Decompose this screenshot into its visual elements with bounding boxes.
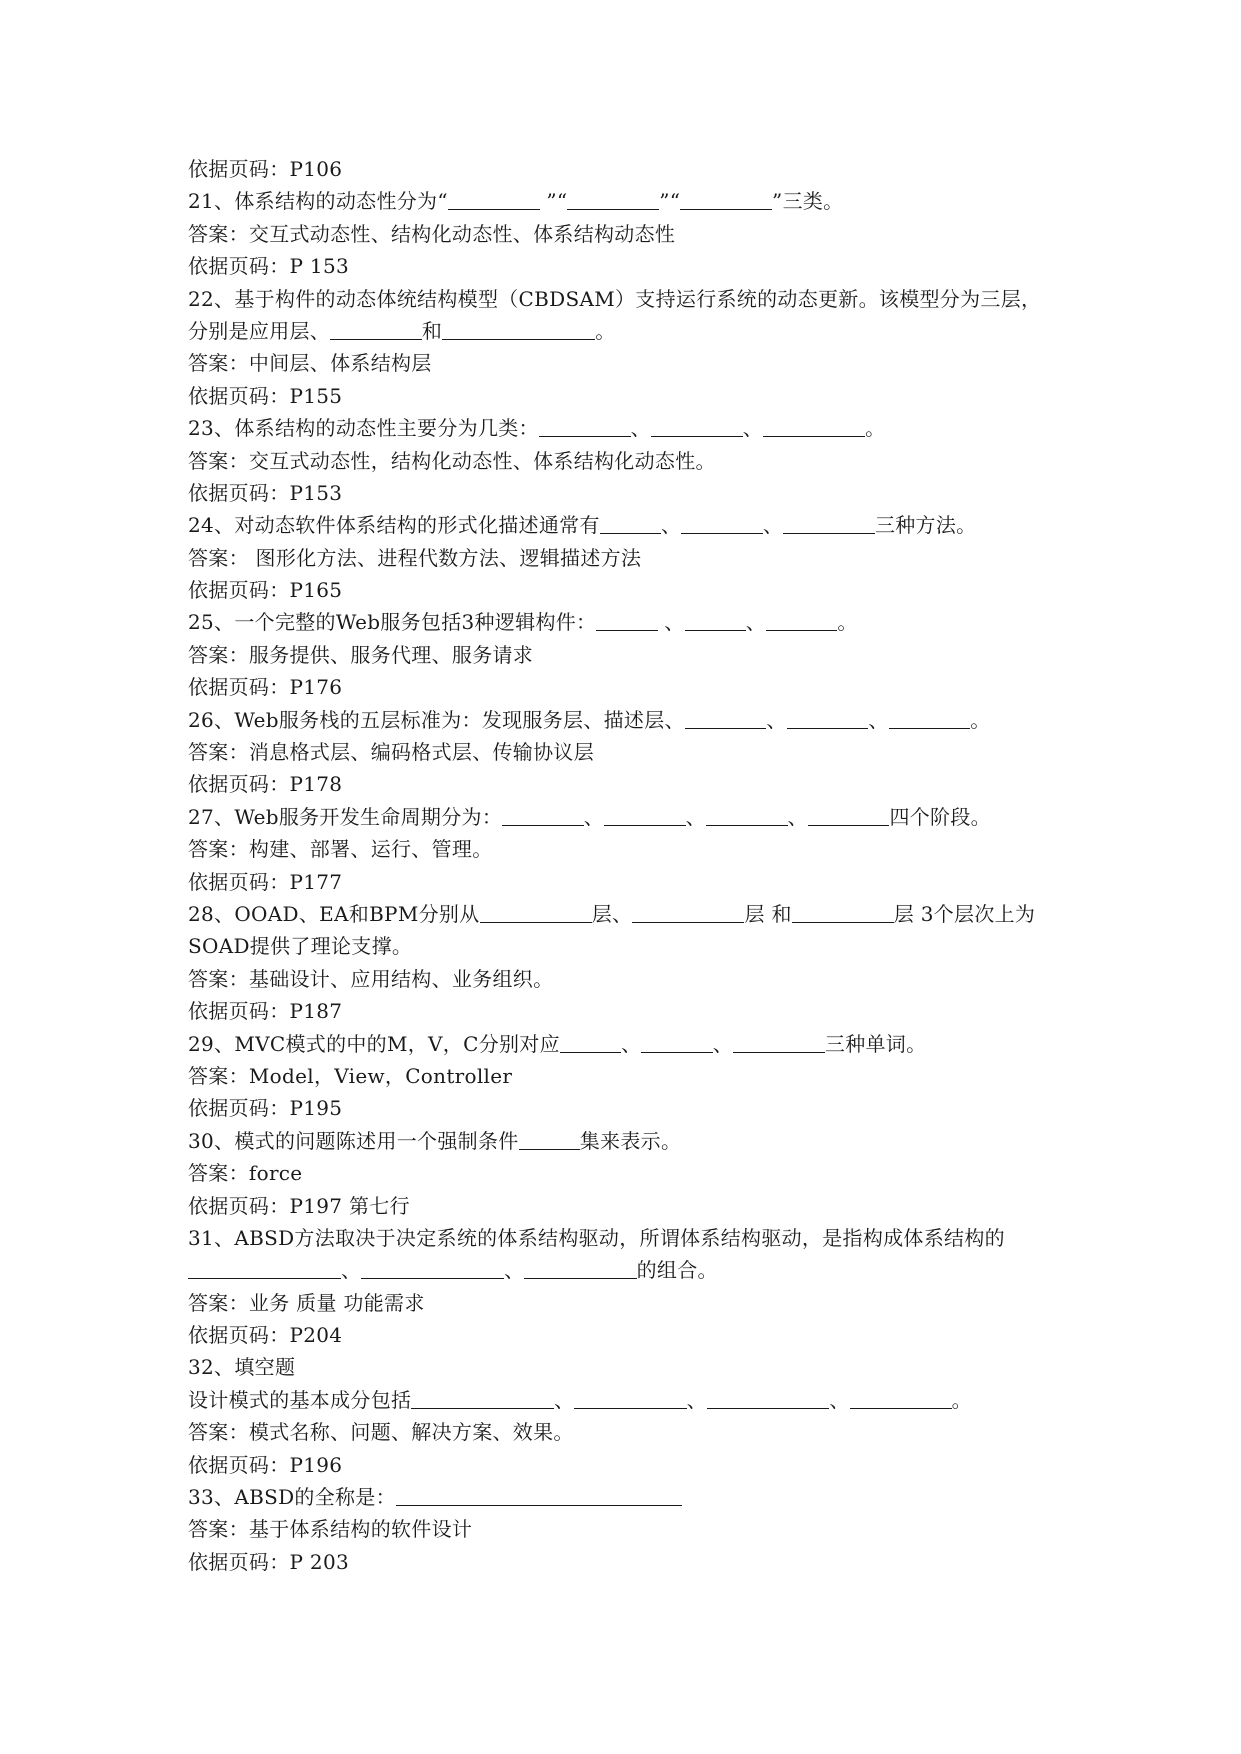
text-segment: 依据页码：P196	[188, 1452, 343, 1477]
fill-in-blank	[188, 1258, 341, 1279]
text-segment: 的组合。	[636, 1258, 718, 1283]
text-segment: 和	[421, 318, 443, 343]
text-segment: 。	[865, 416, 886, 441]
text-segment: 依据页码：P106	[188, 157, 343, 181]
text-segment: 31、ABSD方法取决于决定系统的体系结构驱动，所谓体系结构驱动，是指构成体系结构的	[188, 1225, 1005, 1250]
fill-in-blank	[567, 189, 659, 210]
text-segment: 依据页码：P155	[188, 383, 343, 408]
text-segment: 、	[829, 1387, 850, 1412]
fill-in-blank	[889, 708, 971, 729]
text-line	[188, 995, 1088, 1027]
text-segment: 层 3个层次上为	[893, 901, 1036, 926]
text-line	[188, 930, 1088, 962]
fill-in-blank	[733, 1032, 825, 1053]
fill-in-blank	[641, 1032, 712, 1053]
text-line	[188, 833, 1088, 865]
text-segment: 、	[762, 513, 784, 538]
fill-in-blank	[411, 1388, 554, 1409]
text-segment: 28、OOAD、EA和BPM分别从	[188, 901, 480, 926]
text-segment: 依据页码：P204	[188, 1323, 343, 1348]
document-body	[188, 153, 1088, 1578]
text-segment: 答案：交互式动态性，结构化动态性、体系结构化动态性。	[188, 448, 716, 473]
text-segment: 依据页码：P153	[188, 480, 343, 505]
text-segment: 、	[686, 1387, 707, 1412]
fill-in-blank	[539, 416, 631, 437]
text-segment: 答案：模式名称、问题、解决方案、效果。	[188, 1420, 574, 1445]
fill-in-blank	[792, 902, 894, 923]
text-segment: 。	[837, 610, 858, 635]
fill-in-blank	[787, 708, 869, 729]
text-line	[188, 1254, 1088, 1286]
fill-in-blank	[560, 1032, 621, 1053]
text-segment: 答案：中间层、体系结构层	[188, 351, 432, 376]
text-segment: 33、ABSD的全称是：	[188, 1485, 396, 1510]
text-segment: 依据页码：P195	[188, 1096, 343, 1121]
fill-in-blank	[396, 1485, 682, 1506]
text-line	[188, 1092, 1088, 1124]
fill-in-blank	[763, 416, 865, 437]
text-segment: 三种方法。	[874, 513, 977, 538]
text-segment: 答案：交互式动态性、结构化动态性、体系结构动态性	[188, 221, 676, 246]
text-line	[188, 185, 1088, 217]
text-segment: 30、模式的问题陈述用一个强制条件	[188, 1128, 519, 1153]
fill-in-blank	[330, 319, 422, 340]
text-line	[188, 218, 1088, 250]
text-segment: 三种单词。	[824, 1031, 927, 1056]
text-segment: 。	[970, 707, 991, 732]
text-segment: 答案：消息格式层、编码格式层、传输协议层	[188, 740, 594, 765]
text-segment: 依据页码：P177	[188, 869, 343, 894]
text-segment: 29、MVC模式的中的M，V，C分别对应	[188, 1031, 560, 1056]
text-segment: 、	[745, 610, 766, 635]
text-line	[188, 704, 1088, 736]
text-line	[188, 866, 1088, 898]
text-line	[188, 1416, 1088, 1448]
fill-in-blank	[600, 513, 661, 534]
text-segment: 依据页码：P187	[188, 999, 343, 1024]
fill-in-blank	[524, 1258, 636, 1279]
fill-in-blank	[706, 805, 788, 826]
text-line	[188, 1157, 1088, 1189]
text-segment: 26、Web服务栈的五层标准为：发现服务层、描述层、	[188, 707, 685, 732]
fill-in-blank	[685, 708, 767, 729]
text-line	[188, 250, 1088, 282]
text-line	[188, 347, 1088, 379]
text-segment: 依据页码：P165	[188, 578, 343, 603]
text-segment: 集来表示。	[579, 1128, 682, 1153]
text-segment: 、	[868, 707, 889, 732]
fill-in-blank	[680, 189, 772, 210]
fill-in-blank	[502, 805, 584, 826]
fill-in-blank	[850, 1388, 952, 1409]
text-segment: 答案：业务 质量 功能需求	[188, 1290, 425, 1315]
text-segment: 22、基于构件的动态体统结构模型（CBDSAM）支持运行系统的动态更新。该模型分为三层，	[188, 286, 1042, 311]
text-line	[188, 1319, 1088, 1351]
text-segment: 依据页码：P 153	[188, 254, 349, 279]
text-segment: 设计模式的基本成分包括	[188, 1387, 412, 1412]
text-segment: 。	[595, 318, 616, 343]
fill-in-blank	[632, 902, 744, 923]
text-line	[188, 1287, 1088, 1319]
text-line	[188, 1546, 1088, 1578]
text-segment: 答案：基础设计、应用结构、业务组织。	[188, 966, 554, 991]
text-line	[188, 606, 1088, 638]
text-segment: SOAD提供了理论支撑。	[188, 934, 413, 959]
text-line	[188, 509, 1088, 541]
text-segment: 依据页码：P176	[188, 675, 343, 700]
text-line	[188, 1222, 1088, 1254]
text-segment: 、	[657, 610, 685, 635]
text-line	[188, 671, 1088, 703]
fill-in-blank	[707, 1388, 829, 1409]
fill-in-blank	[651, 416, 743, 437]
text-line	[188, 315, 1088, 347]
text-segment: 、	[341, 1258, 362, 1283]
text-segment: 21、体系结构的动态性分为“	[188, 189, 448, 214]
text-line	[188, 1481, 1088, 1513]
text-segment: 依据页码：P197 第七行	[188, 1193, 410, 1218]
text-segment: 答案： 图形化方法、进程代数方法、逻辑描述方法	[188, 545, 642, 570]
text-line	[188, 963, 1088, 995]
fill-in-blank	[604, 805, 686, 826]
text-line	[188, 412, 1088, 444]
text-line	[188, 1060, 1088, 1092]
text-line	[188, 445, 1088, 477]
fill-in-blank	[681, 513, 763, 534]
text-line	[188, 1384, 1088, 1416]
fill-in-blank	[766, 610, 837, 631]
text-segment: 答案：服务提供、服务代理、服务请求	[188, 642, 534, 667]
text-line	[188, 801, 1088, 833]
text-segment: 。	[951, 1387, 972, 1412]
text-segment: 答案：基于体系结构的软件设计	[188, 1517, 473, 1542]
text-segment: ”“	[659, 189, 681, 214]
text-segment: 、	[621, 1031, 642, 1056]
text-segment: 四个阶段。	[889, 804, 991, 829]
text-segment: 、	[742, 416, 764, 441]
text-segment: 分别是应用层、	[188, 318, 331, 343]
text-line	[188, 898, 1088, 930]
text-segment: 、	[787, 804, 808, 829]
text-segment: 23、体系结构的动态性主要分为几类：	[188, 416, 539, 441]
fill-in-blank	[685, 610, 746, 631]
fill-in-blank	[448, 189, 540, 210]
text-line	[188, 1449, 1088, 1481]
fill-in-blank	[783, 513, 875, 534]
text-segment: 答案：构建、部署、运行、管理。	[188, 837, 493, 862]
text-segment: ”“	[539, 189, 568, 214]
text-line	[188, 1513, 1088, 1545]
text-line	[188, 1028, 1088, 1060]
fill-in-blank	[808, 805, 890, 826]
text-line	[188, 477, 1088, 509]
text-line	[188, 1190, 1088, 1222]
fill-in-blank	[596, 610, 657, 631]
text-segment: 、	[630, 416, 651, 441]
text-segment: 依据页码：P 203	[188, 1549, 349, 1574]
fill-in-blank	[361, 1258, 504, 1279]
fill-in-blank	[574, 1388, 686, 1409]
text-segment: ”三类。	[772, 189, 844, 214]
text-segment: 、	[583, 804, 605, 829]
text-segment: 、	[554, 1387, 575, 1412]
text-segment: 27、Web服务开发生命周期分为：	[188, 804, 503, 829]
text-segment: 依据页码：P178	[188, 772, 343, 797]
text-line	[188, 283, 1088, 315]
fill-in-blank	[480, 902, 592, 923]
text-segment: 层、	[591, 901, 633, 926]
text-segment: 、	[660, 513, 682, 538]
text-line	[188, 639, 1088, 671]
fill-in-blank	[442, 319, 595, 340]
text-line	[188, 768, 1088, 800]
text-line	[188, 380, 1088, 412]
text-segment: 、	[685, 804, 706, 829]
text-segment: 答案：Model，View，Controller	[188, 1063, 513, 1088]
text-line	[188, 542, 1088, 574]
text-segment: 24、对动态软件体系结构的形式化描述通常有	[188, 513, 600, 538]
text-segment: 、	[766, 707, 787, 732]
text-line	[188, 736, 1088, 768]
text-segment: 、	[712, 1031, 734, 1056]
text-segment: 32、填空题	[188, 1355, 296, 1380]
text-line	[188, 1125, 1088, 1157]
text-line	[188, 1351, 1088, 1383]
text-segment: 层 和	[744, 901, 792, 926]
text-line	[188, 574, 1088, 606]
fill-in-blank	[519, 1129, 580, 1150]
text-segment: 、	[504, 1258, 525, 1283]
text-segment: 25、一个完整的Web服务包括3种逻辑构件：	[188, 610, 597, 635]
text-line	[188, 153, 1088, 185]
text-segment: 答案：force	[188, 1161, 303, 1186]
